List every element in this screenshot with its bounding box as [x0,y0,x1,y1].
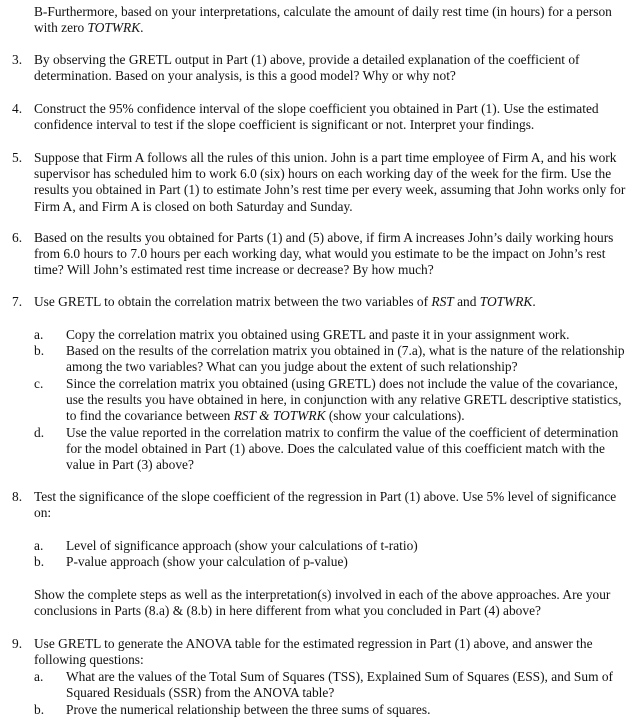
question-text: Use GRETL to obtain the correlation matrix between the two variables of RST and TOTWRK. [34,294,536,309]
question-4 [12,101,626,133]
sub-text: Prove the numerical relationship between the three sums of squares. [66,702,431,717]
question-text: Use GRETL to generate the ANOVA table for the estimated regression in Part (1) above, and answer the following questions: [34,636,593,668]
question-8 [12,489,626,521]
question-7c [34,376,626,425]
question-7 [12,294,626,310]
question-3 [12,52,626,84]
part-b-text: B-Furthermore, based on your interpretations, calculate the amount of daily rest time (in hours) for a person with zero [34,4,612,36]
question-text: Construct the 95% confidence interval of the slope coefficient you obtained in Part (1). Use the estimated confidence interval to test if the slope coefficient is significant or not. Interpret your findings. [34,101,599,133]
sub-letter: b. [34,702,45,717]
sub-letter: a. [34,669,44,684]
question-9 [12,636,626,668]
question-7a [34,327,626,343]
question-text: Based on the results you obtained for Parts (1) and (5) above, if firm A increases John’s daily working hours from 6.0 hours to 7.0 hours per each working day, what would you estimate to be the impact on John’s rest time? Will John’s estimated rest time increase or decrease? By how much? [34,230,614,278]
variable-totwrk: TOTWRK [479,294,533,309]
variable-totwrk: TOTWRK [272,408,326,424]
sub-text: What are the values of the Total Sum of Squares (TSS), Explained Sum of Squares (ESS), and Sum of Squared Residuals (SSR) from the ANOVA table? [66,669,613,701]
sub-text: Copy the correlation matrix you obtained using GRETL and paste it in your assignment work. [66,327,570,342]
sub-letter: d. [34,425,45,440]
question-8a [34,538,626,554]
sub-text: Since the correlation matrix you obtained (using GRETL) does not include the value of the covariance, use the results you have obtained in here, in conjunction with any relative GRETL descriptive statistics, to find the covariance between RST & TOTWRK (show your calculations). [66,376,622,424]
variable-totwrk: TOTWRK [87,20,141,36]
question-number: 8. [12,489,23,504]
question-text: By observing the GRETL output in Part (1) above, provide a detailed explanation of the coefficient of determination. Based on your analysis, is this a good model? Why or why not? [34,52,580,84]
sub-text: P-value approach (show your calculation of p-value) [66,554,348,569]
sub-text: Use the value reported in the correlation matrix to confirm the value of the coefficient of determination for the model obtained in Part (1) above. Does the calculated value of this coefficient match with the value in Part (3) above? [66,425,619,473]
question-text: Suppose that Firm A follows all the rules of this union. John is a part time employee of Firm A, and his work supervisor has scheduled him to work 6.0 (six) hours on each working day of the week for the firm. Use the results you obtained in Part (1) to estimate John’s rest time per every week, assuming that John works only for Firm A, and Firm A is closed on both Saturday and Sunday. [34,150,626,214]
sub-letter: b. [34,554,45,569]
question-number: 6. [12,230,23,245]
question-9b [34,702,626,718]
question-5 [12,150,626,215]
sub-letter: b. [34,343,45,358]
question-text: Test the significance of the slope coefficient of the regression in Part (1) above. Use 5% level of significance on: [34,489,617,521]
question-8b [34,554,626,570]
question-9a [34,669,626,701]
question-number: 7. [12,294,23,309]
part-b-paragraph: B-Furthermore, based on your interpretations, calculate the amount of daily rest time (in hours) for a person with zero TOTWRK. [34,4,612,36]
variable-rst: RST [233,408,256,424]
question-number: 9. [12,636,23,651]
sub-text: Level of significance approach (show your calculations of t-ratio) [66,538,418,553]
sub-text: Based on the results of the correlation matrix you obtained in (7.a), what is the nature of the relationship among the two variables? What can you judge about the extent of such relationship? [66,343,625,375]
question-number: 3. [12,52,23,67]
question-7d [34,425,626,474]
question-number: 5. [12,150,23,165]
variable-rst: RST [431,294,454,309]
question-8-note: Show the complete steps as well as the interpretation(s) involved in each of the above approaches. Are your conclusions in Parts (8.a) & (8.b) in here different from what you concluded in Part (4) above? [34,587,611,619]
question-7b [34,343,626,375]
question-number: 4. [12,101,23,116]
question-6 [12,230,626,279]
sub-letter: a. [34,327,44,342]
sub-letter: a. [34,538,44,553]
sub-letter: c. [34,376,44,391]
